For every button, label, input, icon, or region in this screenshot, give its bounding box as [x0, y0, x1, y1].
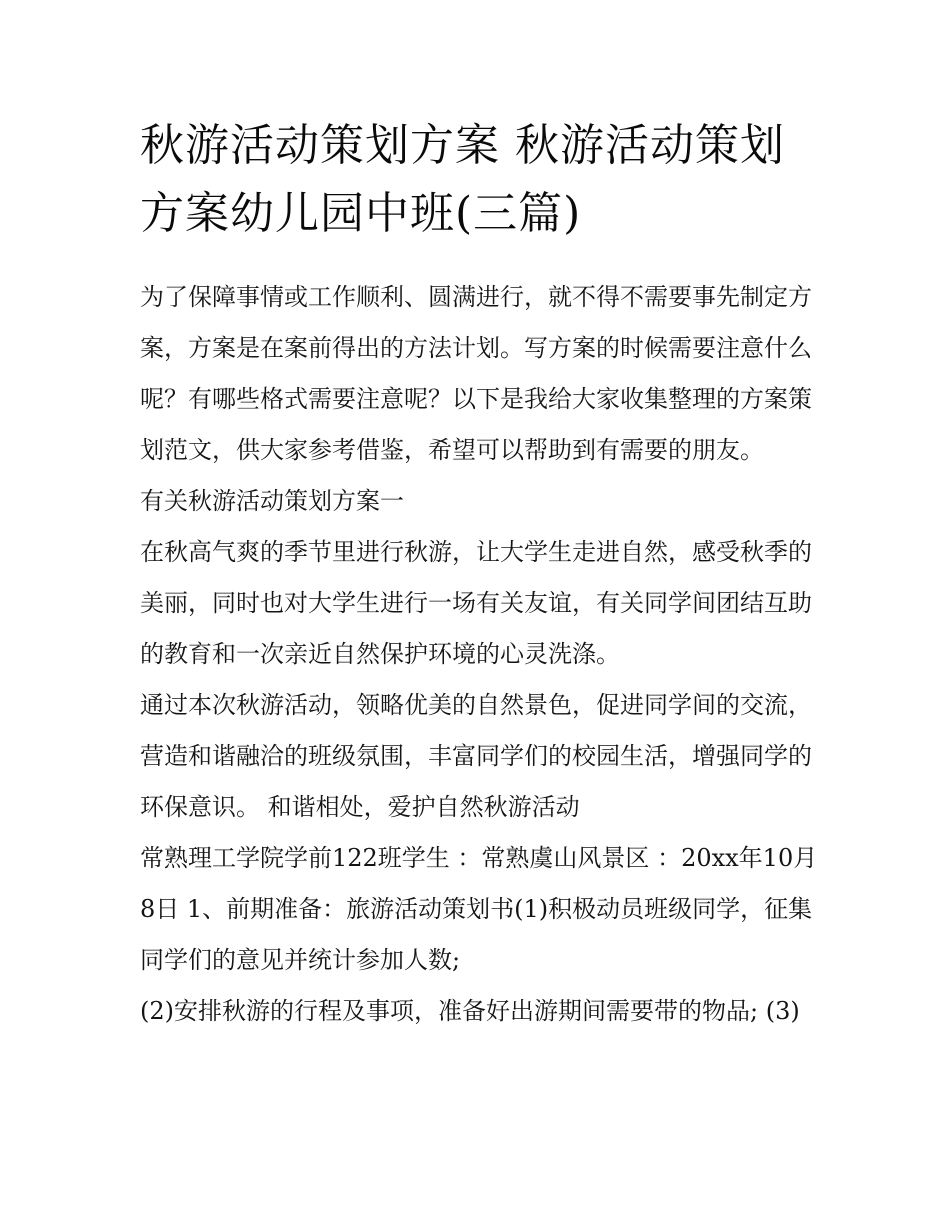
document-body [140, 112, 820, 1037]
document-title: 秋游活动策划方案 秋游活动策划方案幼儿园中班(三篇) [140, 120, 785, 239]
body-paragraph: 在秋高气爽的季节里进行秋游，让大学生走进自然，感受秋季的美丽，同时也对大学生进行一场有关友谊，有关同学间团结互助的教育和一次亲近自然保护环境的心灵洗涤。 [140, 538, 812, 668]
body-paragraph: 常熟理工学院学前122班学生 ：常熟虞山风景区 ：20xx年10月8日 1、前期准备：旅游活动策划书(1)积极动员班级同学，征集同学们的意见并统计参加人数; [140, 844, 818, 974]
body-paragraph: 通过本次秋游活动，领略优美的自然景色，促进同学间的交流，营造和谐融洽的班级氛围，丰富同学们的校园生活，增强同学的环保意识。 和谐相处，爱护自然秋游活动 [140, 691, 812, 821]
intro-paragraph: 为了保障事情或工作顺利、圆满进行，就不得不需要事先制定方案，方案是在案前得出的方法计划。写方案的时候需要注意什么呢？有哪些格式需要注意呢？以下是我给大家收集整理的方案策划范文，供大家参考借鉴，希望可以帮助到有需要的朋友。 [140, 283, 812, 464]
body-paragraph: (2)安排秋游的行程及事项，准备好出游期间需要带的物品; (3) [140, 997, 800, 1025]
section-heading: 有关秋游活动策划方案一 [140, 487, 404, 515]
